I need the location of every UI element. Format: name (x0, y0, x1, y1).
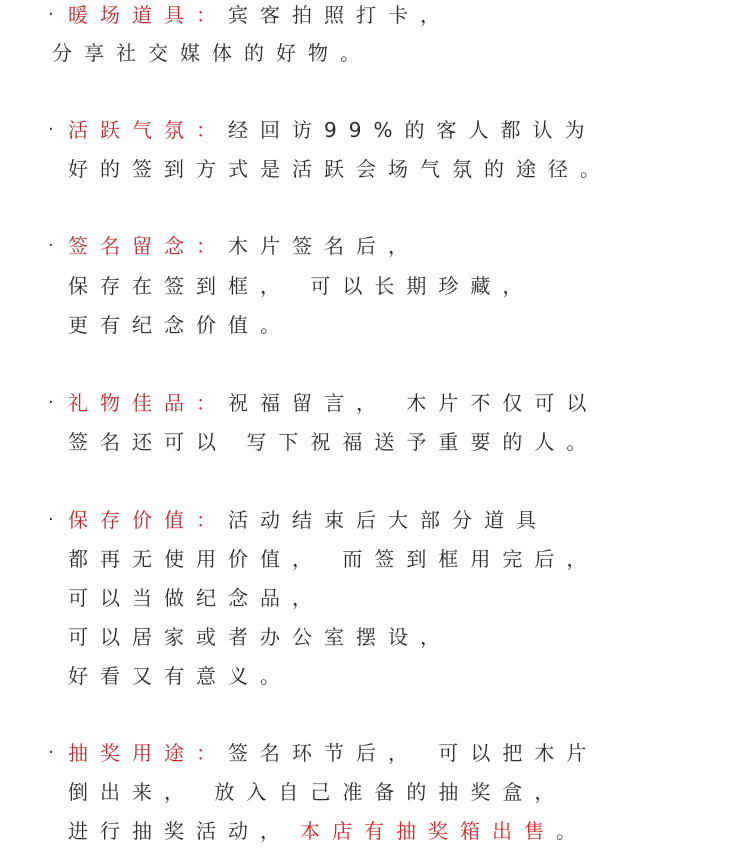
section-first-line (68, 118, 596, 142)
section-text: 签名环节后， 可以把木片 (228, 741, 599, 765)
section-line: 可以居家或者办公室摆设， (68, 625, 452, 649)
section-heading: 礼物佳品： (68, 391, 228, 415)
section-heading: 保存价值： (68, 508, 228, 532)
section-line: 保存在签到框， 可以长期珍藏， (68, 274, 535, 298)
section-text: 宾客拍照打卡， (228, 3, 452, 27)
section-heading: 签名留念： (68, 234, 228, 258)
section-first-line (68, 508, 548, 532)
section-first-line (68, 741, 598, 765)
section-first-line (68, 3, 452, 27)
lottery-box-highlight: 本店有抽奖箱出售 (300, 819, 556, 843)
bullet-dot: · (48, 509, 54, 530)
bullet-dot: · (48, 235, 54, 256)
bullet-dot: · (48, 4, 54, 25)
section-first-line (68, 234, 420, 258)
section-line: 更有纪念价值。 (68, 313, 292, 337)
section-text: 祝福留言， 木片不仅可以 (228, 391, 599, 415)
section-first-line (68, 391, 598, 415)
section-text: 经回访99%的客人都认为 (228, 118, 597, 142)
section-heading: 活跃气氛： (68, 118, 228, 142)
section-last-line (68, 819, 588, 843)
section-line: 可以当做纪念品， (68, 586, 324, 610)
bullet-dot: · (48, 119, 54, 140)
bullet-dot: · (48, 742, 54, 763)
section-text-end: 。 (556, 819, 588, 843)
bullet-dot: · (48, 392, 54, 413)
section-line: 分享社交媒体的好物。 (52, 41, 372, 65)
section-text: 进行抽奖活动， (68, 819, 292, 843)
section-heading: 抽奖用途： (68, 741, 228, 765)
section-line: 倒出来， 放入自己准备的抽奖盒， (68, 780, 567, 804)
section-line: 好看又有意义。 (68, 664, 292, 688)
section-line: 签名还可以 写下祝福送予重要的人。 (68, 430, 599, 454)
section-text: 木片签名后， (228, 234, 420, 258)
section-line: 都再无使用价值， 而签到框用完后， (68, 547, 599, 571)
section-text: 活动结束后大部分道具 (228, 508, 548, 532)
section-line: 好的签到方式是活跃会场气氛的途径。 (68, 157, 612, 181)
section-heading: 暖场道具： (68, 3, 228, 27)
